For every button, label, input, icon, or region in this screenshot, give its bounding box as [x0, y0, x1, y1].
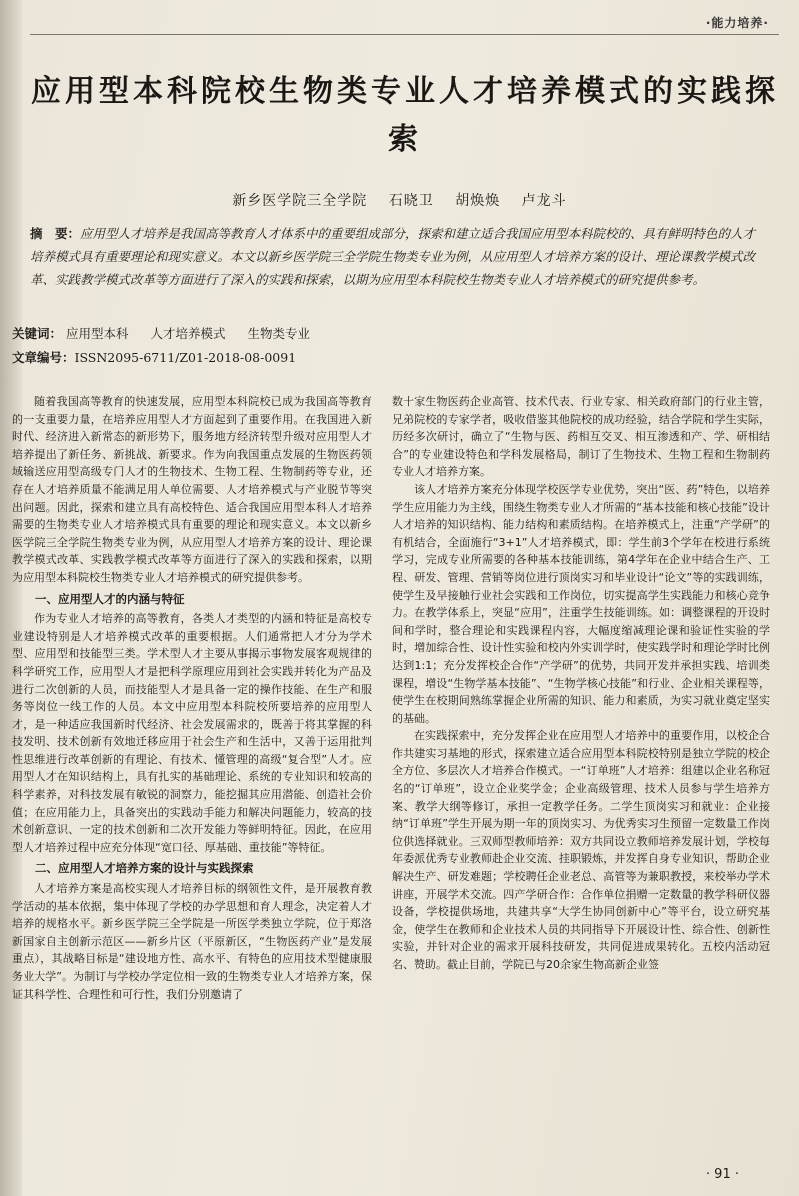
keywords-label: 关键词： [12, 326, 63, 341]
article-number-value: ISSN2095-6711/Z01-2018-08-0091 [74, 350, 297, 365]
keyword: 生物类专业 [247, 326, 311, 341]
section-heading: 二、应用型人才培养方案的设计与实践探索 [35, 861, 254, 876]
abstract [30, 222, 760, 291]
body-column-left [12, 393, 372, 1003]
abstract-label: 摘 要： [30, 226, 81, 241]
header-rule [30, 34, 779, 35]
author-name: 石晓卫 [388, 193, 434, 209]
paragraph: 数十家生物医药企业高管、技术代表、行业专家、相关政府部门的行业主管，兄弟院校的专家学者，吸收借鉴其他院校的成功经验，结合学院和学生实际，历经多次研讨，确立了“生物与医、药相互交叉、相互渗透和产、学、研相结合”的专业建设特色和学科发展格局，制订了生物技术、生物工程和生物制药专业人才培养方案。 [392, 395, 770, 479]
paragraph: 作为专业人才培养的高等教育，各类人才类型的内涵和特征是高校专业建设特别是人才培养模式改革的重要根据。人们通常把人才分为学术型、应用型和技能型三类。学术型人才主要从事揭示事物发展客观规律的科学研究工作，应用型人才是把科学原理应用到社会实践并转化为产品及进行二次创新的人员，而技能型人才是具备一定的操作技能、在生产和服务等岗位一线工作的人员。本文中应用型本科院校所要培养的应用型人才，是一种适应我国新时代经济、社会发展需求的，既善于将其掌握的科技发明、技术创新有效地迁移应用于社会生产和生活中，又善于运用批判性思维进行改革创新的有理论、有技术、懂管理的高级“复合型”人才。应用型人才在知识结构上，具有扎实的基础理论、系统的专业知识和较高的科学素养，对科技发展有敏锐的洞察力，能挖掘其应用潜能、创造社会价值；在应用能力上，具备突出的实践动手能力和解决问题能力，较高的技术创新意识、一定的技术创新和二次开发能力等鲜明特征。因此，在应用型人才培养过程中应充分体现“宽口径、厚基础、重技能”等特征。 [12, 612, 372, 854]
page-number: · 91 · [705, 1167, 739, 1182]
keyword: 应用型本科 [66, 326, 129, 341]
paragraph: 该人才培养方案充分体现学校医学专业优势，突出“医、药”特色，以培养学生应用能力为主线，围绕生物类专业人才所需的“基本技能和核心技能”设计人才培养的知识结构、能力结构和素质结构。在培养模式上，注重“产学研”的有机结合，全面施行“3+1”人才培养模式，即：学生前3个学年在校进行系统学习，完成专业所需要的各种基本技能训练，第4学年在企业中结合生产、工程、研发、管理、营销等岗位进行顶岗实习和毕业设计“论文”等的实践训练，使学生及早接触行业社会实践和工作岗位，切实提高学生实践能力和核心竞争力。在教学体系上，突显“应用”，注重学生技能训练。如：调整课程的开设时间和学时，整合理论和实践课程内容，大幅度缩减理论课和验证性实验的学时，增加综合性、设计性实验和校内外实训学时，使实践学时和理论学时比例达到1:1；充分发挥校企合作“产学研”的优势，共同开发并承担实践、培训类课程，增设“生物学基本技能”、“生物学核心技能”和行业、企业相关课程等，使学生在校期间熟练掌握企业所需的知识、能力和素质，为实习就业奠定坚实的基础。 [392, 482, 770, 725]
author-name: 卢龙斗 [521, 193, 567, 209]
keywords [12, 324, 772, 342]
article-title: 应用型本科院校生物类专业人才培养模式的实践探索 [31, 74, 779, 157]
section-tag: ·能力培养· [705, 16, 769, 30]
article-number-label: 文章编号： [12, 350, 75, 365]
paragraph: 随着我国高等教育的快速发展，应用型本科院校已成为我国高等教育的一支重要力量，在培养应用型人才方面起到了重要作用。在我国进入新时代、经济进入新常态的新形势下，服务地方经济转型升级对应用型人才培养提出了新任务、新挑战、新要求。作为向我国重点发展的生物医药领域输送应用型高级专门人才的生物技术、生物工程、生物制药等专业，还存在人才培养质量不能满足用人单位需要、人才培养模式与产业脱节等突出问题。因此，探索和建立具有高校特色、适合我国应用型本科人才培养需要的生物类专业人才培养模式具有重要的理论和现实意义。本文以新乡医学院三全学院生物类专业为例，从应用型人才培养方案的设计、理论课教学模式改革、实践教学模式改革等方面进行了深入的实践和探索，以期为应用型本科院校生物类专业人才培养模式的研究提供参考。 [12, 395, 372, 584]
author-line [0, 190, 799, 210]
paragraph: 人才培养方案是高校实现人才培养目标的纲领性文件，是开展教育教学活动的基本依据，集中体现了学校的办学思想和育人理念，决定着人才培养的规格水平。新乡医学院三全学院是一所医学类独立学院，位于郑洛新国家自主创新示范区——新乡片区（平原新区，“生物医药产业”是发展重点），其战略目标是“建设地方性、高水平、有特色的应用技术型健康服务业大学”。为制订与学校办学定位相一致的生物类专业人才培养方案，保证其科学性、合理性和可行性，我们分别邀请了 [12, 882, 372, 1001]
keyword: 人才培养模式 [150, 326, 226, 341]
author-affiliation: 新乡医学院三全学院 [232, 193, 368, 209]
article-number [12, 348, 772, 366]
body-column-right [392, 393, 770, 974]
abstract-text: 应用型人才培养是我国高等教育人才体系中的重要组成部分，探索和建立适合我国应用型本科院校的、具有鲜明特色的人才培养模式具有重要理论和现实意义。本文以新乡医学院三全学院生物类专业为例，从应用型人才培养方案的设计、理论课教学模式改革、实践教学模式改革等方面进行了深入的实践和探索，以期为应用型本科院校生物类专业人才培养模式的研究提供参考。 [30, 226, 756, 287]
author-name: 胡焕焕 [455, 193, 501, 209]
paragraph: 在实践探索中，充分发挥企业在应用型人才培养中的重要作用，以校企合作共建实习基地的形式，探索建立适合应用型本科院校特别是独立学院的校企全方位、多层次人才培养合作模式。一“订单班”人才培养：组建以企业名称冠名的“订单班”，设立企业奖学金；企业高级管理、技术人员参与学生培养方案、教学大纲等修订，承担一定教学任务。二学生顶岗实习和就业：企业接纳“订单班”学生开展为期一年的顶岗实习、为优秀实习生预留一定数量工作岗位供选择就业。三双师型教师培养：双方共同设立教师培养发展计划，学校每年委派优秀专业教师赴企业交流、挂职锻炼，并发挥自身专业知识，帮助企业解决生产、研发难题；学校聘任企业老总、高管等为兼职教授，来校举办学术讲座，开展学术交流。四产学研合作：合作单位捐赠一定数量的教学科研仪器设备，学校提供场地，共建共享“大学生协同创新中心”等平台，设立研究基金，使学生在教师和企业技术人员的共同指导下开展设计性、综合性、创新性实验，并针对企业的需求开展科技研发，共同促进成果转化。五校内活动冠名、赞助。截止目前，学院已与20余家生物高新企业签 [392, 729, 770, 971]
section-heading: 一、应用型人才的内涵与特征 [35, 591, 185, 606]
